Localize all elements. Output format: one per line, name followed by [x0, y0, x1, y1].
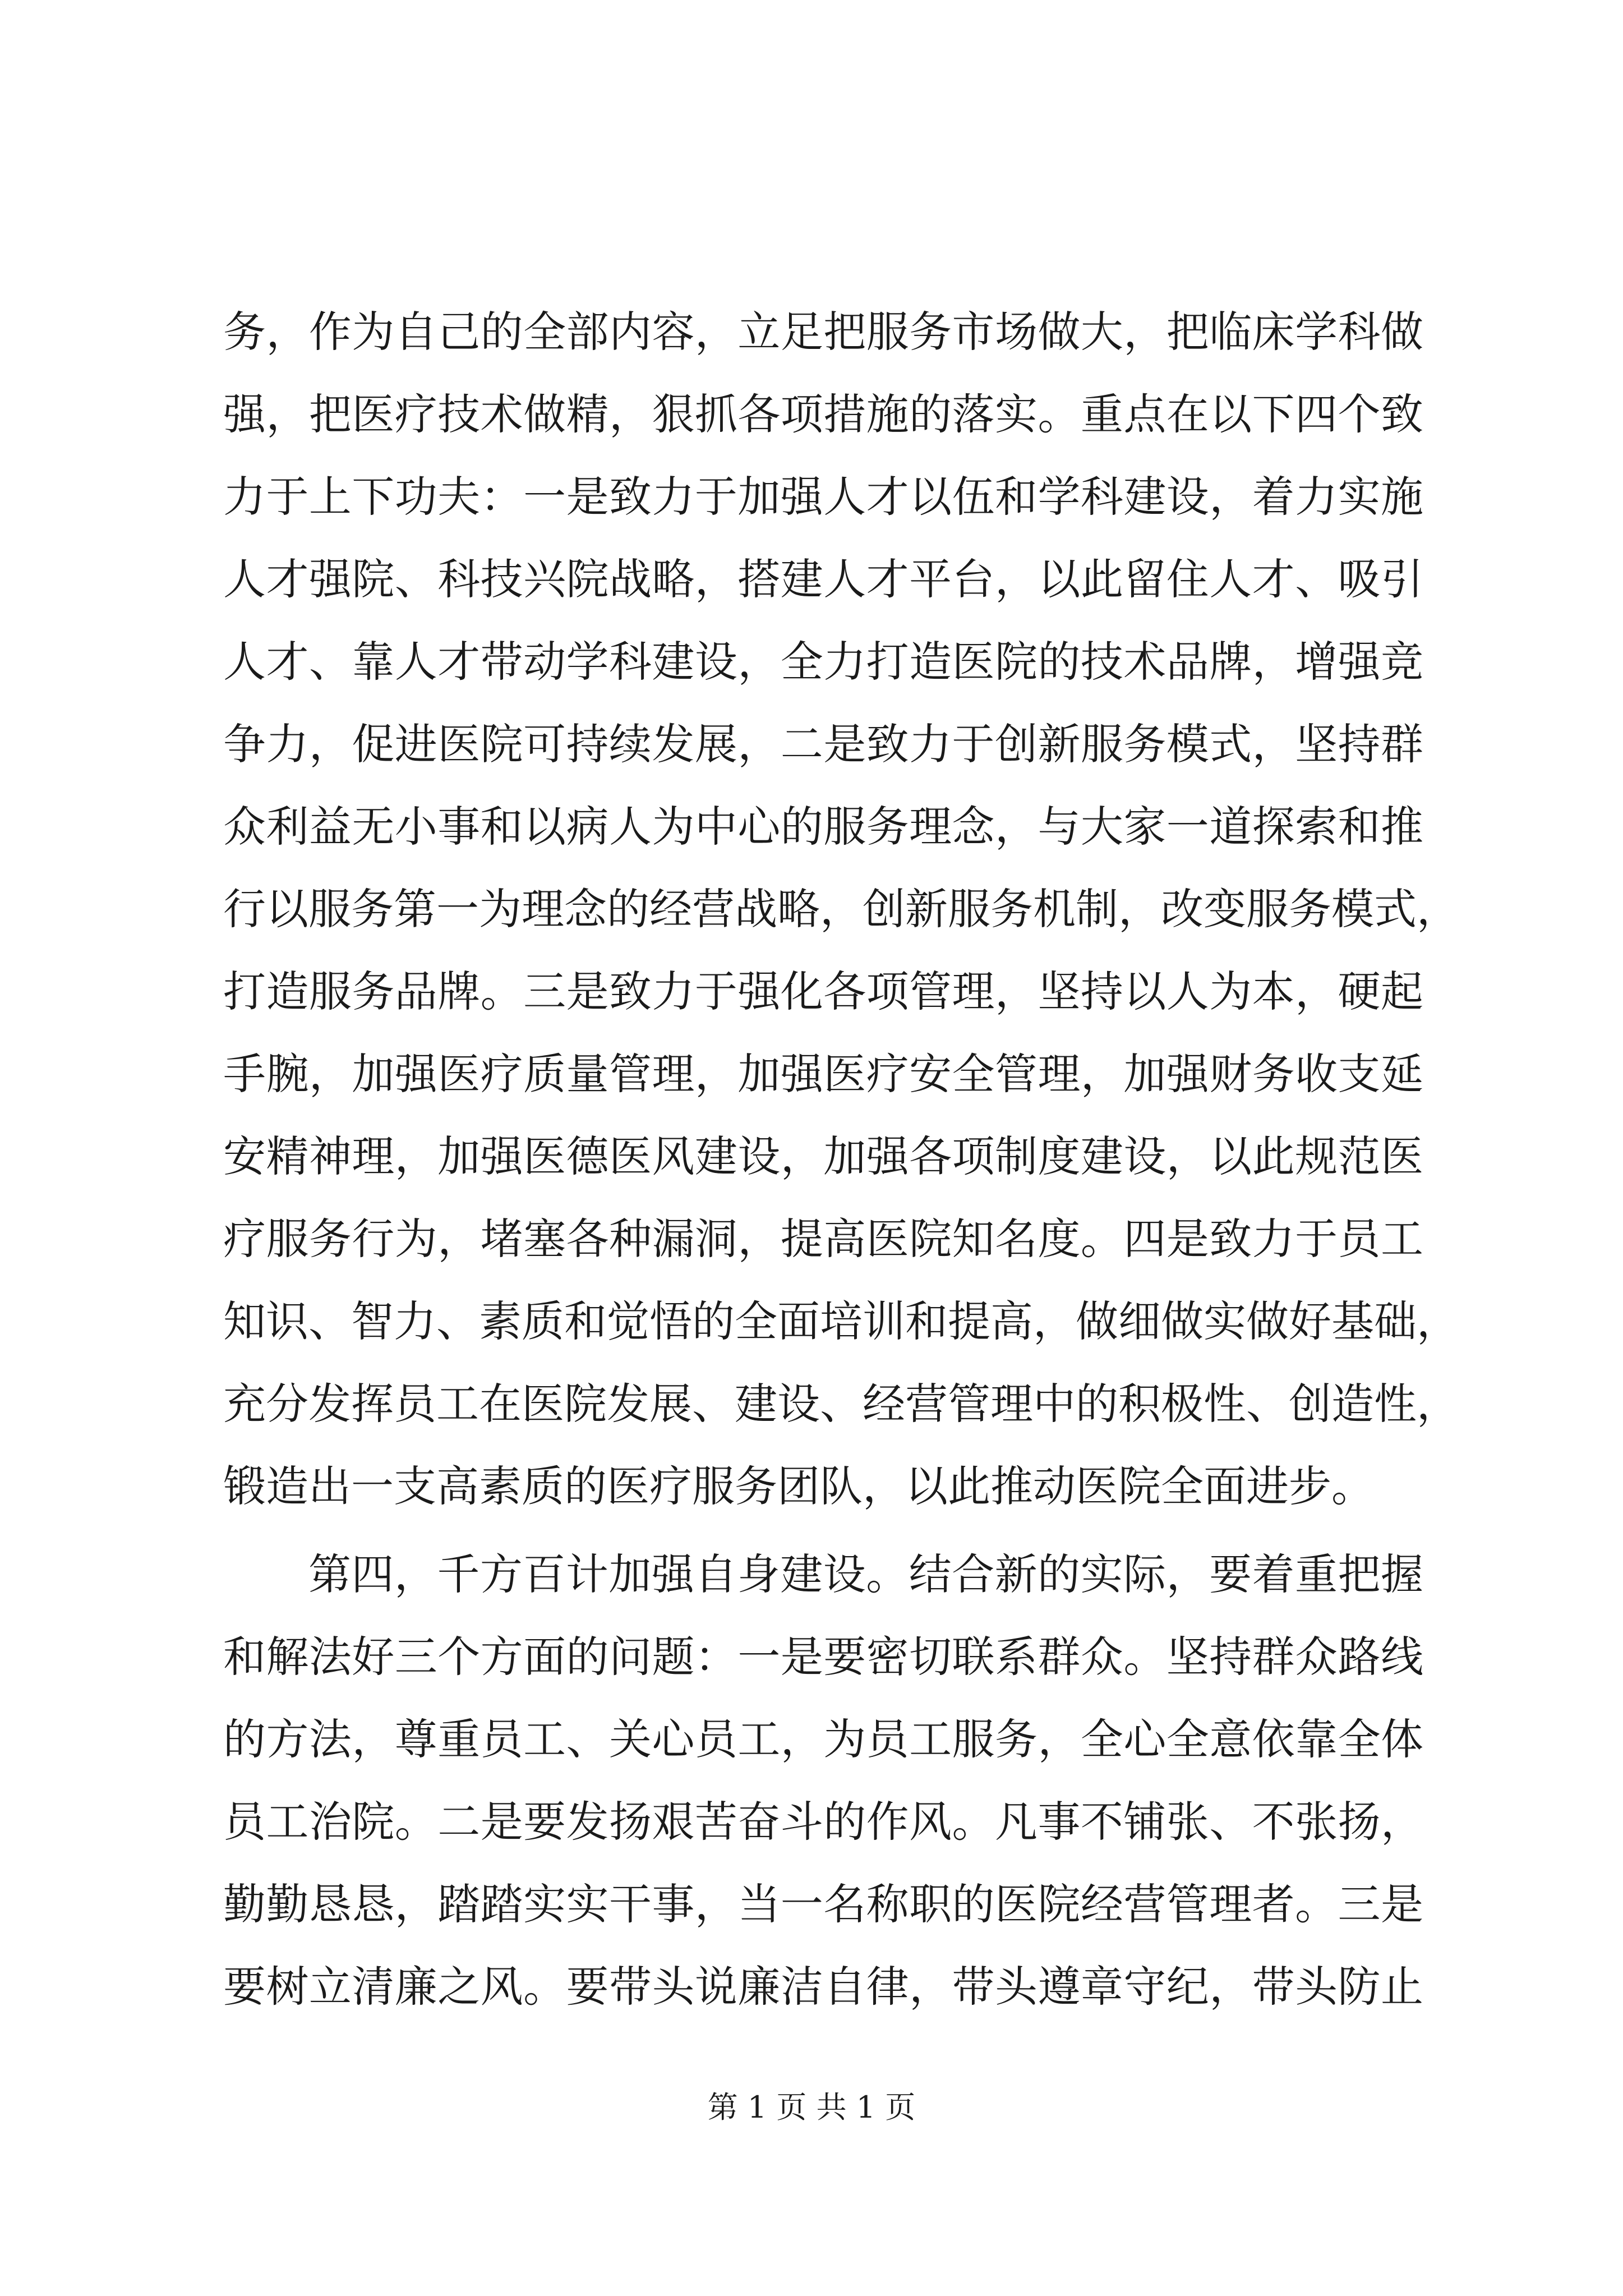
paragraph-line: 充分发挥员工在医院发展、建设、经营管理中的积极性、创造性，	[223, 1379, 1459, 1429]
paragraph-line: 争力，促进医院可持续发展，二是致力于创新服务模式，坚持群	[223, 719, 1423, 769]
body-text	[223, 291, 1459, 2028]
paragraph-1	[223, 291, 1459, 1527]
paragraph-line: 的方法，尊重员工、关心员工，为员工服务，全心全意依靠全体	[223, 1714, 1423, 1764]
paragraph-line: 力于上下功夫：一是致力于加强人才以伍和学科建设，着力实施	[223, 472, 1423, 522]
paragraph-line: 众利益无小事和以病人为中心的服务理念，与大家一道探索和推	[223, 802, 1423, 852]
paragraph-line: 知识、智力、素质和觉悟的全面培训和提高，做细做实做好基础，	[223, 1296, 1459, 1346]
paragraph-line: 务，作为自己的全部内容，立足把服务市场做大，把临床学科做	[223, 307, 1423, 357]
paragraph-gap	[223, 1527, 1423, 1533]
paragraph-line: 强，把医疗技术做精，狠抓各项措施的落实。重点在以下四个致	[223, 389, 1423, 439]
paragraph-line: 要树立清廉之风。要带头说廉洁自律，带头遵章守纪，带头防止	[223, 1962, 1423, 2012]
paragraph-line: 行以服务第一为理念的经营战略，创新服务机制，改变服务模式，	[223, 884, 1459, 934]
page-number: 第 1 页 共 1 页	[707, 2090, 916, 2125]
paragraph-2	[223, 1533, 1423, 2028]
paragraph-line: 和解法好三个方面的问题：一是要密切联系群众。坚持群众路线	[223, 1632, 1423, 1682]
paragraph-line: 打造服务品牌。三是致力于强化各项管理，坚持以人为本，硬起	[223, 967, 1423, 1016]
paragraph-line: 人才、靠人才带动学科建设，全力打造医院的技术品牌，增强竞	[223, 637, 1423, 687]
paragraph-line: 人才强院、科技兴院战略，搭建人才平台，以此留住人才、吸引	[223, 554, 1423, 604]
paragraph-line: 锻造出一支高素质的医疗服务团队，以此推动医院全面进步。	[223, 1461, 1374, 1511]
paragraph-line: 疗服务行为，堵塞各种漏洞，提高医院知名度。四是致力于员工	[223, 1214, 1423, 1264]
paragraph-line: 勤勤恳恳，踏踏实实干事，当一名称职的医院经营管理者。三是	[223, 1879, 1423, 1929]
paragraph-line: 第四，千方百计加强自身建设。结合新的实际，要着重把握	[308, 1549, 1423, 1599]
paragraph-line: 员工治院。二是要发扬艰苦奋斗的作风。凡事不铺张、不张扬，	[223, 1797, 1423, 1847]
paragraph-line: 安精神理，加强医德医风建设，加强各项制度建设，以此规范医	[223, 1131, 1423, 1181]
page-footer	[0, 2088, 1623, 2127]
paragraph-line: 手腕，加强医疗质量管理，加强医疗安全管理，加强财务收支延	[223, 1049, 1423, 1099]
